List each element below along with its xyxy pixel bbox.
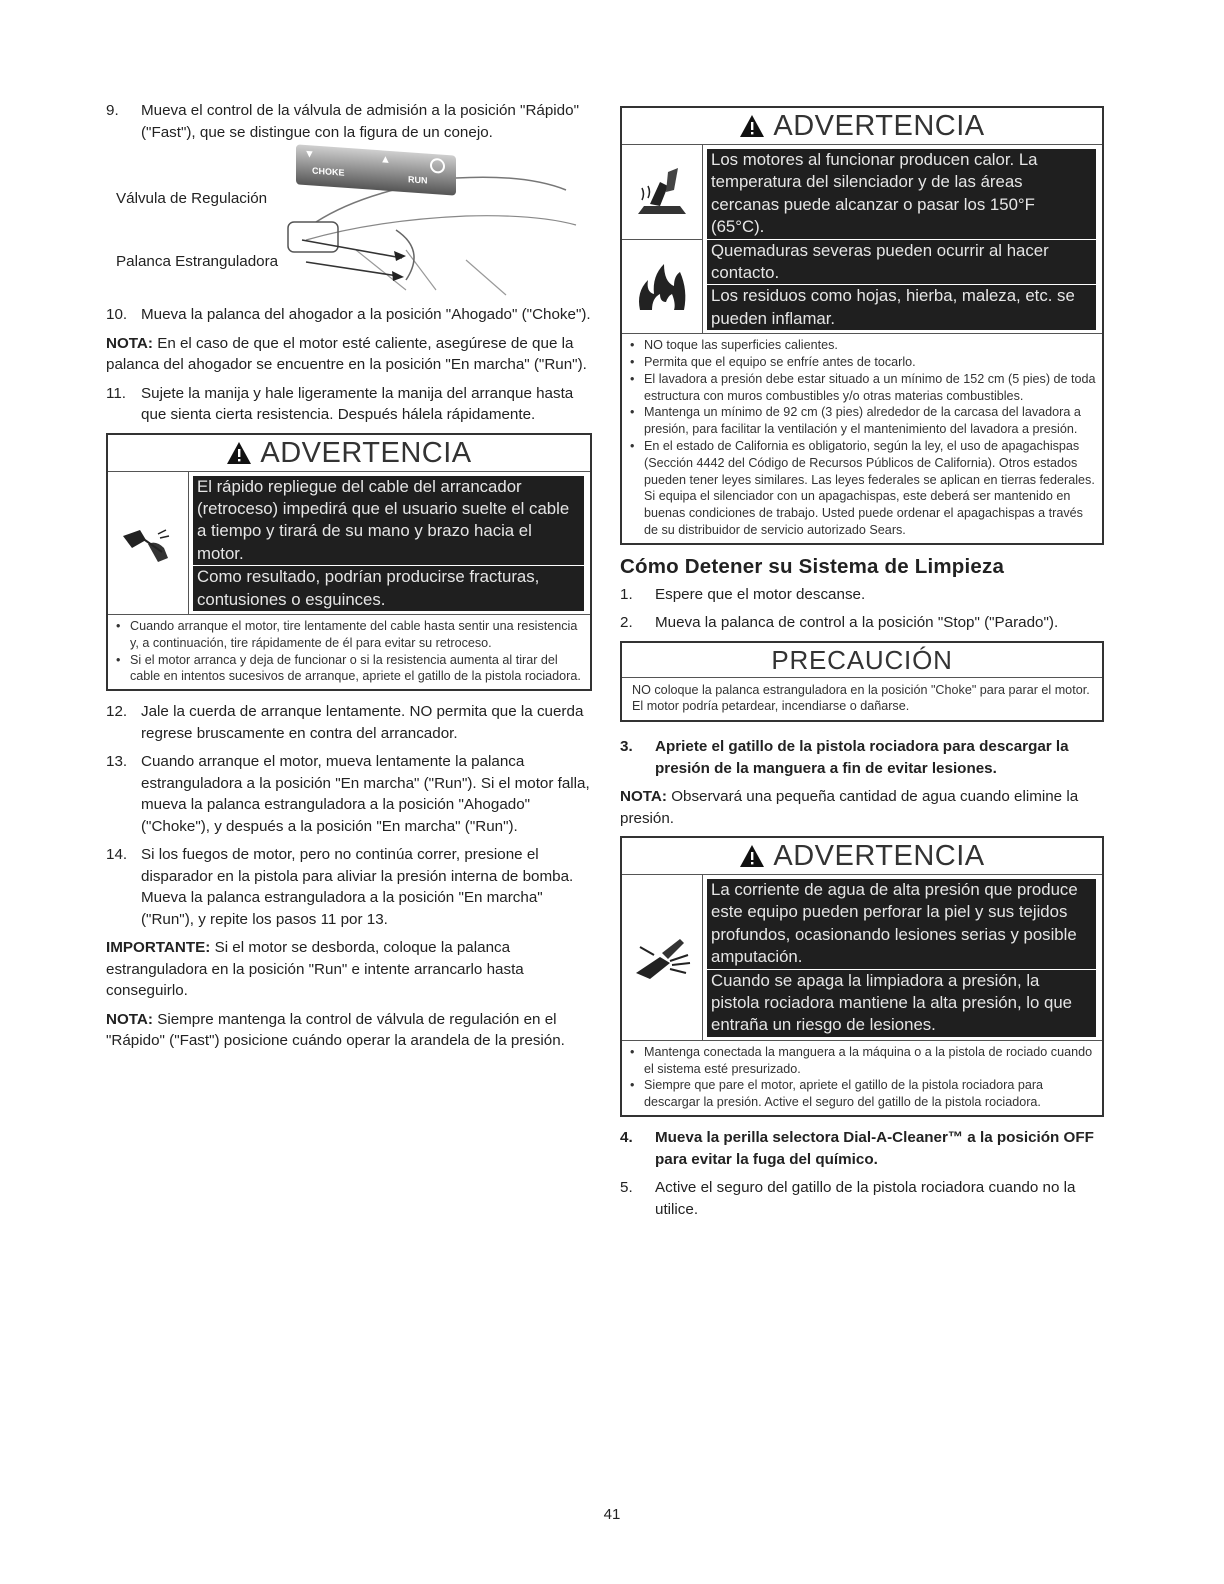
- warning-box-recoil: [106, 433, 592, 692]
- warning-bullet: • Cuando arranque el motor, tire lentamente del cable hasta sentir una resistencia y, a continuación, tire rápidamente de él para evitar su retroceso.: [116, 618, 578, 650]
- step-9: 9. Mueva el control de la válvula de admisión a la posición "Rápido" ("Fast"), que se distingue con la figura de un conejo.: [106, 102, 579, 141]
- warning-line: Cuando se apaga la limpiadora a presión, la pistola rociadora mantiene la alta presión, lo que entraña un riesgo de lesiones.: [707, 970, 1096, 1037]
- high-pressure-spray-icon: [622, 875, 702, 1040]
- stop-step-4: 4. Mueva la perilla selectora Dial-A-Cleaner™ a la posición OFF para evitar la fuga del químico.: [620, 1129, 1094, 1168]
- warning-title: ADVERTENCIA: [108, 435, 590, 472]
- warning-title: ADVERTENCIA: [622, 838, 1102, 875]
- note-water: NOTA: Observará una pequeña cantidad de agua cuando elimine la presión.: [620, 788, 1079, 827]
- rabbit-icon: ▲: [380, 153, 391, 167]
- choke-lever-label: Palanca Estranguladora: [116, 253, 279, 270]
- caution-title: PRECAUCIÓN: [622, 643, 1102, 678]
- warning-bullet: • Si el motor arranca y deja de funcionar o si la resistencia aumenta al tirar del cable en intentos sucesivos de arranque, apriete el gatillo de la pistola rociadora.: [116, 652, 581, 684]
- warning-box-pressure: [620, 836, 1104, 1117]
- warning-bullet: • En el estado de California es obligatorio, según la ley, el uso de apagachispas (Sección 4442 del Código de Recursos Públicos de California). Otros estados pueden tener leyes similares. Las leyes federales se aplican en tierras federales. Si equipa el silenciador con un apagachispas, este deberá ser mantenido en buenas condiciones de trabajo. Usted puede ordenar el apagachispas a través de su distribuidor de servicio autorizado Sears.: [630, 439, 1095, 538]
- stop-step-5: 5. Active el seguro del gatillo de la pistola rociadora cuando no la utilice.: [620, 1179, 1076, 1218]
- hot-surface-icon: [622, 145, 702, 239]
- warning-line: El rápido repliegue del cable del arrancador (retroceso) impedirá que el usuario suelte el cable a tiempo y tirará de su mano y brazo hacia el motor.: [193, 476, 584, 566]
- step-10: 10. Mueva la palanca del ahogador a la posición "Ahogado" ("Choke").: [106, 306, 591, 323]
- fire-icon: [622, 239, 702, 334]
- warning-line: La corriente de agua de alta presión que produce este equipo pueden perforar la piel y sus tejidos profundos, ocasionando lesiones serias y posible amputación.: [707, 879, 1096, 969]
- choke-label: CHOKE: [312, 165, 345, 178]
- left-column: [106, 100, 592, 1059]
- warning-line: Los motores al funcionar producen calor. La temperatura del silenciador y de las áreas cercanas puede alcanzar o pasar los 150°F (65°C).: [707, 149, 1096, 239]
- warning-bullet: • Mantenga un mínimo de 92 cm (3 pies) alrededor de la carcasa del lavadora a presión, para facilitar la ventilación y el mantenimiento del lavadora a presión.: [630, 405, 1081, 437]
- note-2: NOTA: Siempre mantenga la control de válvula de regulación en el "Rápido" ("Fast") posicione cuándo operar la arandela de la presión.: [106, 1010, 565, 1050]
- step-13: 13. Cuando arranque el motor, mueva lentamente la palanca estranguladora a la posición "En marcha" ("Run"). Si el motor falla, mueva la palanca estranguladora a la posición "Ahogado" ("Choke"), y después a la posición "En marcha" ("Run").: [106, 753, 590, 835]
- warning-bullet: • Siempre que pare el motor, apriete el gatillo de la pistola rociadora para descargar la presión. Active el seguro del gatillo de la pistola rociadora.: [630, 1078, 1044, 1110]
- warning-bullet: • El lavadora a presión debe estar situado a un mínimo de 152 cm (5 pies) de toda estructura con muros combustibles y/o otras materias combustibles.: [630, 371, 1096, 403]
- stop-step-3: 3. Apriete el gatillo de la pistola rociadora para descargar la presión de la manguera a fin de evitar lesiones.: [620, 738, 1069, 777]
- warning-bullet: • Permita que el equipo se enfríe antes de tocarlo.: [630, 355, 916, 370]
- stop-step-1: 1. Espere que el motor descanse.: [620, 585, 866, 603]
- warning-box-heat: [620, 106, 1104, 545]
- important-note: IMPORTANTE: Si el motor se desborda, coloque la palanca estranguladora en la posición "Run" e intente arrancarlo hasta conseguirlo.: [106, 939, 524, 1000]
- warning-bullet: • Mantenga conectada la manguera a la máquina o a la pistola de rociado cuando el sistema esté presurizado.: [630, 1044, 1093, 1076]
- stop-step-2: 2. Mueva la palanca de control a la posición "Stop" ("Parado").: [620, 614, 1059, 632]
- section-heading: Cómo Detener su Sistema de Limpieza: [620, 554, 1005, 578]
- warning-triangle-icon: [739, 114, 765, 138]
- right-column: [620, 106, 1104, 1227]
- warning-title: ADVERTENCIA: [622, 108, 1102, 145]
- step-11: 11. Sujete la manija y hale ligeramente la manija del arranque hasta que sienta cierta resistencia. Después hálela rápidamente.: [106, 384, 574, 423]
- warning-triangle-icon: [226, 441, 252, 465]
- page-number: 41: [603, 1506, 621, 1523]
- warning-triangle-icon: [739, 844, 765, 868]
- run-label: RUN: [408, 174, 428, 186]
- down-arrow-icon: ▼: [304, 147, 315, 161]
- warning-line: Quemaduras severas pueden ocurrir al hacer contacto.: [707, 240, 1096, 285]
- step-14: 14. Si los fuegos de motor, pero no continúa correr, presione el disparador en la pistola para aliviar la presión interna de bomba. Mueva la palanca estranguladora a la posición "En marcha" ("Run"), y repite los pasos 11 por 13.: [106, 846, 574, 928]
- warning-line: Los residuos como hojas, hierba, maleza, etc. se pueden inflamar.: [707, 285, 1096, 330]
- stop-icon: [430, 158, 445, 174]
- caution-box: [620, 641, 1104, 722]
- note-1: NOTA: En el caso de que el motor esté caliente, asegúrese de que la palanca del ahogador se encuentre en la posición "En marcha" ("Run").: [106, 334, 587, 373]
- throttle-choke-figure: [106, 147, 592, 298]
- recoil-hand-icon: [108, 472, 188, 614]
- valve-label: Válvula de Regulación: [116, 190, 268, 207]
- caution-text: NO coloque la palanca estranguladora en la posición "Choke" para parar el motor. El motor podría petardear, incendiarse o dañarse.: [632, 682, 1090, 714]
- step-12: 12. Jale la cuerda de arranque lentamente. NO permita que la cuerda regrese bruscamente en contra del arrancador.: [106, 703, 584, 742]
- warning-line: Como resultado, podrían producirse fracturas, contusiones o esguinces.: [193, 566, 584, 611]
- warning-bullet: • NO toque las superficies calientes.: [630, 338, 838, 353]
